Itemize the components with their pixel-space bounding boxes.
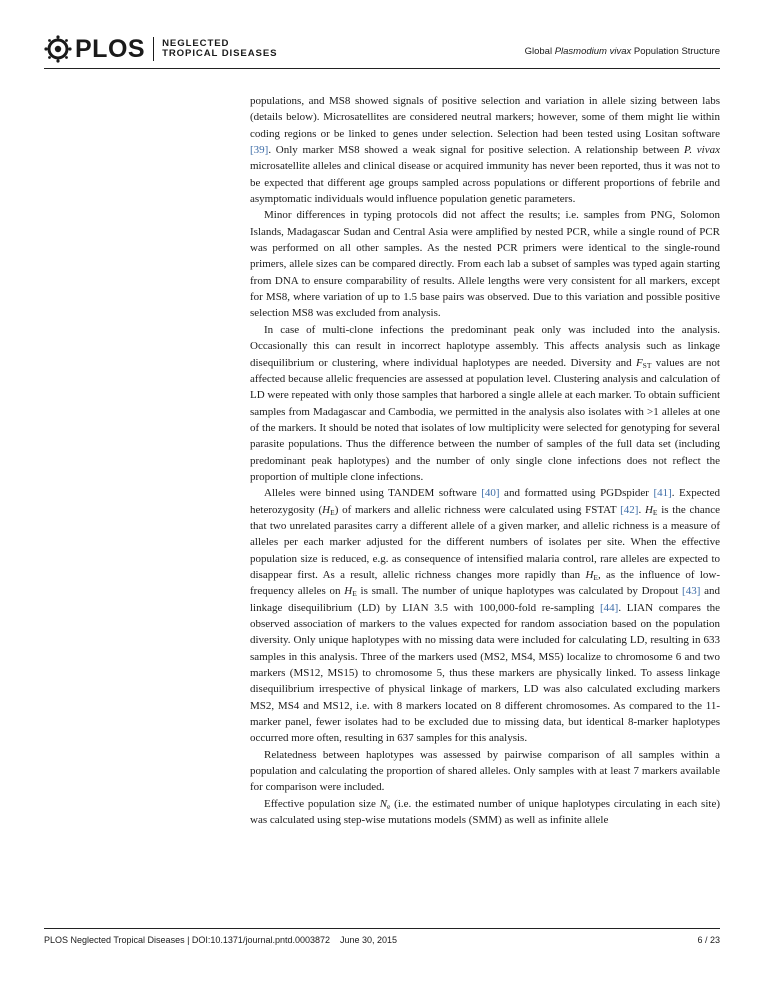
citation-39[interactable]: [39] bbox=[250, 144, 269, 157]
header-rule bbox=[44, 68, 720, 69]
text-run: In case of multi-clone infections the predominant peak only was included into the analysis. Occasionally this can result in incorrect haplotype assembly. This affects analysis such as linkage disequilibrium or clustering, where individual haplotypes are needed. Diversity and bbox=[250, 323, 720, 369]
he-symbol: H bbox=[644, 503, 653, 516]
fst-subscript: ST bbox=[642, 360, 652, 370]
text-run: . LIAN compares the observed association of markers to the values expected for random association based on the population diversity. Only unique haplotypes with no missing data were included for calculating LD, resulting in 633 samples in this analysis. Three of the markers used (MS2, MS4, MS5) localize to chromosome 6 and two markers (MS12, MS15) to chromosome 5, thus these markers are physically linked. To assess linkage disequilibrium irrespective of physical linkage of markers, LD was also calculated excluding markers MS2, MS4 and MS12, i.e. with 8 markers located on 8 different chromosomes. As compared to the 11-marker panel, fewer isolates had to be excluded due to missing data, but identical 8-marker haplotypes occurred more often, resulting in 637 samples for this analysis. bbox=[250, 601, 721, 745]
he-symbol: H bbox=[322, 503, 331, 516]
article-body bbox=[250, 93, 720, 828]
fst-symbol: F bbox=[635, 356, 643, 369]
text-run: is small. The number of unique haplotypes was calculated by Dropout bbox=[356, 585, 683, 598]
text-run: Alleles were binned using TANDEM software bbox=[264, 487, 482, 500]
paragraph-3 bbox=[250, 322, 720, 485]
he-subscript: E bbox=[330, 507, 335, 517]
text-run: . Expected heterozygosity ( bbox=[250, 487, 720, 516]
paragraph-2: Minor differences in typing protocols did not affect the results; i.e. samples from PNG, Solomon Islands, Madagascar Sudan and Central Asia were amplified by nested PCR, while a single round of PCR was performed on all other samples. As the nested PCR primers were identical to the single-round primers, allele sizes can be compared directly. From each lab a subset of samples was typed again starting from DNA to ensure comparability of results. Allele lengths were very consistent for all markers, except for MS8, where variation of up to 1.5 base pairs was observed. Due to this variation and possible positive selection MS8 was excluded from analysis. bbox=[250, 209, 720, 320]
text-run: . Only marker MS8 showed a weak signal for positive selection. A relationship between bbox=[268, 144, 685, 157]
citation-41[interactable]: [41] bbox=[653, 487, 672, 500]
paragraph-4 bbox=[250, 485, 720, 747]
he-subscript: E bbox=[352, 589, 357, 599]
page-number: 6 / 23 bbox=[697, 935, 720, 945]
ne-subscript: e bbox=[387, 801, 391, 811]
running-title-pre: Global bbox=[524, 46, 555, 57]
citation-44[interactable]: [44] bbox=[600, 601, 619, 614]
he-subscript: E bbox=[593, 572, 598, 582]
text-run: microsatellite alleles and clinical disease or acquired immunity has never been reported, thus it was not to be expected that different age groups sampled across populations or different proportions of febrile and asymptomatic individuals would influence population genetic parameters. bbox=[250, 160, 720, 206]
logo-divider bbox=[153, 37, 154, 61]
text-run: . bbox=[638, 503, 645, 516]
text-run: and formatted using PGDspider bbox=[499, 487, 654, 500]
text-run: (i.e. the estimated number of unique haplotypes circulating in each site) was calculated using step-wise mutations models (SMM) as well as infinite allele bbox=[250, 797, 720, 827]
running-title bbox=[525, 46, 720, 57]
paragraph-1 bbox=[250, 93, 720, 207]
page-header bbox=[0, 0, 765, 70]
footer-rule bbox=[44, 928, 720, 929]
he-symbol: H bbox=[344, 585, 353, 598]
paragraph-6 bbox=[250, 796, 720, 829]
text-run: populations, and MS8 showed signals of positive selection and variation in allele sizing between labs (details below). Microsatellites are considered neutral markers; however, some of them might lie within coding regions or be linked to genes under selection. Selection had been tested using Lositan software bbox=[250, 95, 720, 140]
ne-symbol: N bbox=[379, 797, 388, 810]
journal-name-line1: NEGLECTED bbox=[162, 37, 230, 49]
plos-logo[interactable] bbox=[44, 34, 277, 64]
journal-name-line2: TROPICAL DISEASES bbox=[162, 48, 278, 59]
plos-emblem-icon bbox=[44, 35, 72, 63]
text-run: , as the influence of low-frequency alleles on bbox=[250, 568, 720, 598]
citation-43[interactable]: [43] bbox=[682, 585, 701, 598]
footer-citation: PLOS Neglected Tropical Diseases | DOI:10.1371/journal.pntd.0003872 June 30, 2015 bbox=[44, 935, 398, 945]
running-title-post: Population Structure bbox=[631, 46, 720, 57]
text-run: ) of markers and allelic richness were calculated using FSTAT bbox=[334, 503, 621, 516]
he-symbol: H bbox=[585, 568, 594, 581]
he-subscript: E bbox=[652, 507, 658, 517]
text-run: and linkage disequilibrium (LD) by LIAN 3.5 with 100,000-fold re-sampling bbox=[250, 585, 720, 614]
citation-40[interactable]: [40] bbox=[481, 487, 500, 500]
text-run: Effective population size bbox=[264, 797, 380, 810]
text-run: values are not affected because allelic frequencies are assessed at population level. Clustering analysis and calculation of LD were repeated with only those samples that harbored a single allele at each marker. To obtain sufficient samples from Madagascar and Cambodia, we permitted in the analysis also isolates with >1 alleles at one of the markers. It should be noted that isolates of low multiplicity were selected for genotyping for several parasite populations. Thus the difference between the number of samples of the full data set (including predominant peak haplotypes) and the number of only single clone infections does not reflect the proportion of multiple clone infections. bbox=[250, 356, 720, 483]
species-name: P. vivax bbox=[684, 144, 720, 157]
running-title-italic: Plasmodium vivax bbox=[554, 46, 632, 57]
citation-42[interactable]: [42] bbox=[620, 503, 639, 516]
paragraph-5: Relatedness between haplotypes was assessed by pairwise comparison of all samples within a population and calculating the proportion of shared alleles. Only samples with at least 7 markers available for comparison were included. bbox=[250, 748, 720, 794]
journal-name bbox=[162, 39, 277, 60]
logo-wordmark: PLOS bbox=[75, 34, 146, 63]
text-run: is the chance that two unrelated parasites carry a different allele of a given marker, and allelic richness is a measure of alleles per each marker adjusted for the different numbers of isolates per site. When the effective population size is reduced, e.g. as consequence of intensified malaria control, rare alleles are expected to disappear first. As a result, allelic richness changes more rapidly than bbox=[250, 503, 720, 581]
